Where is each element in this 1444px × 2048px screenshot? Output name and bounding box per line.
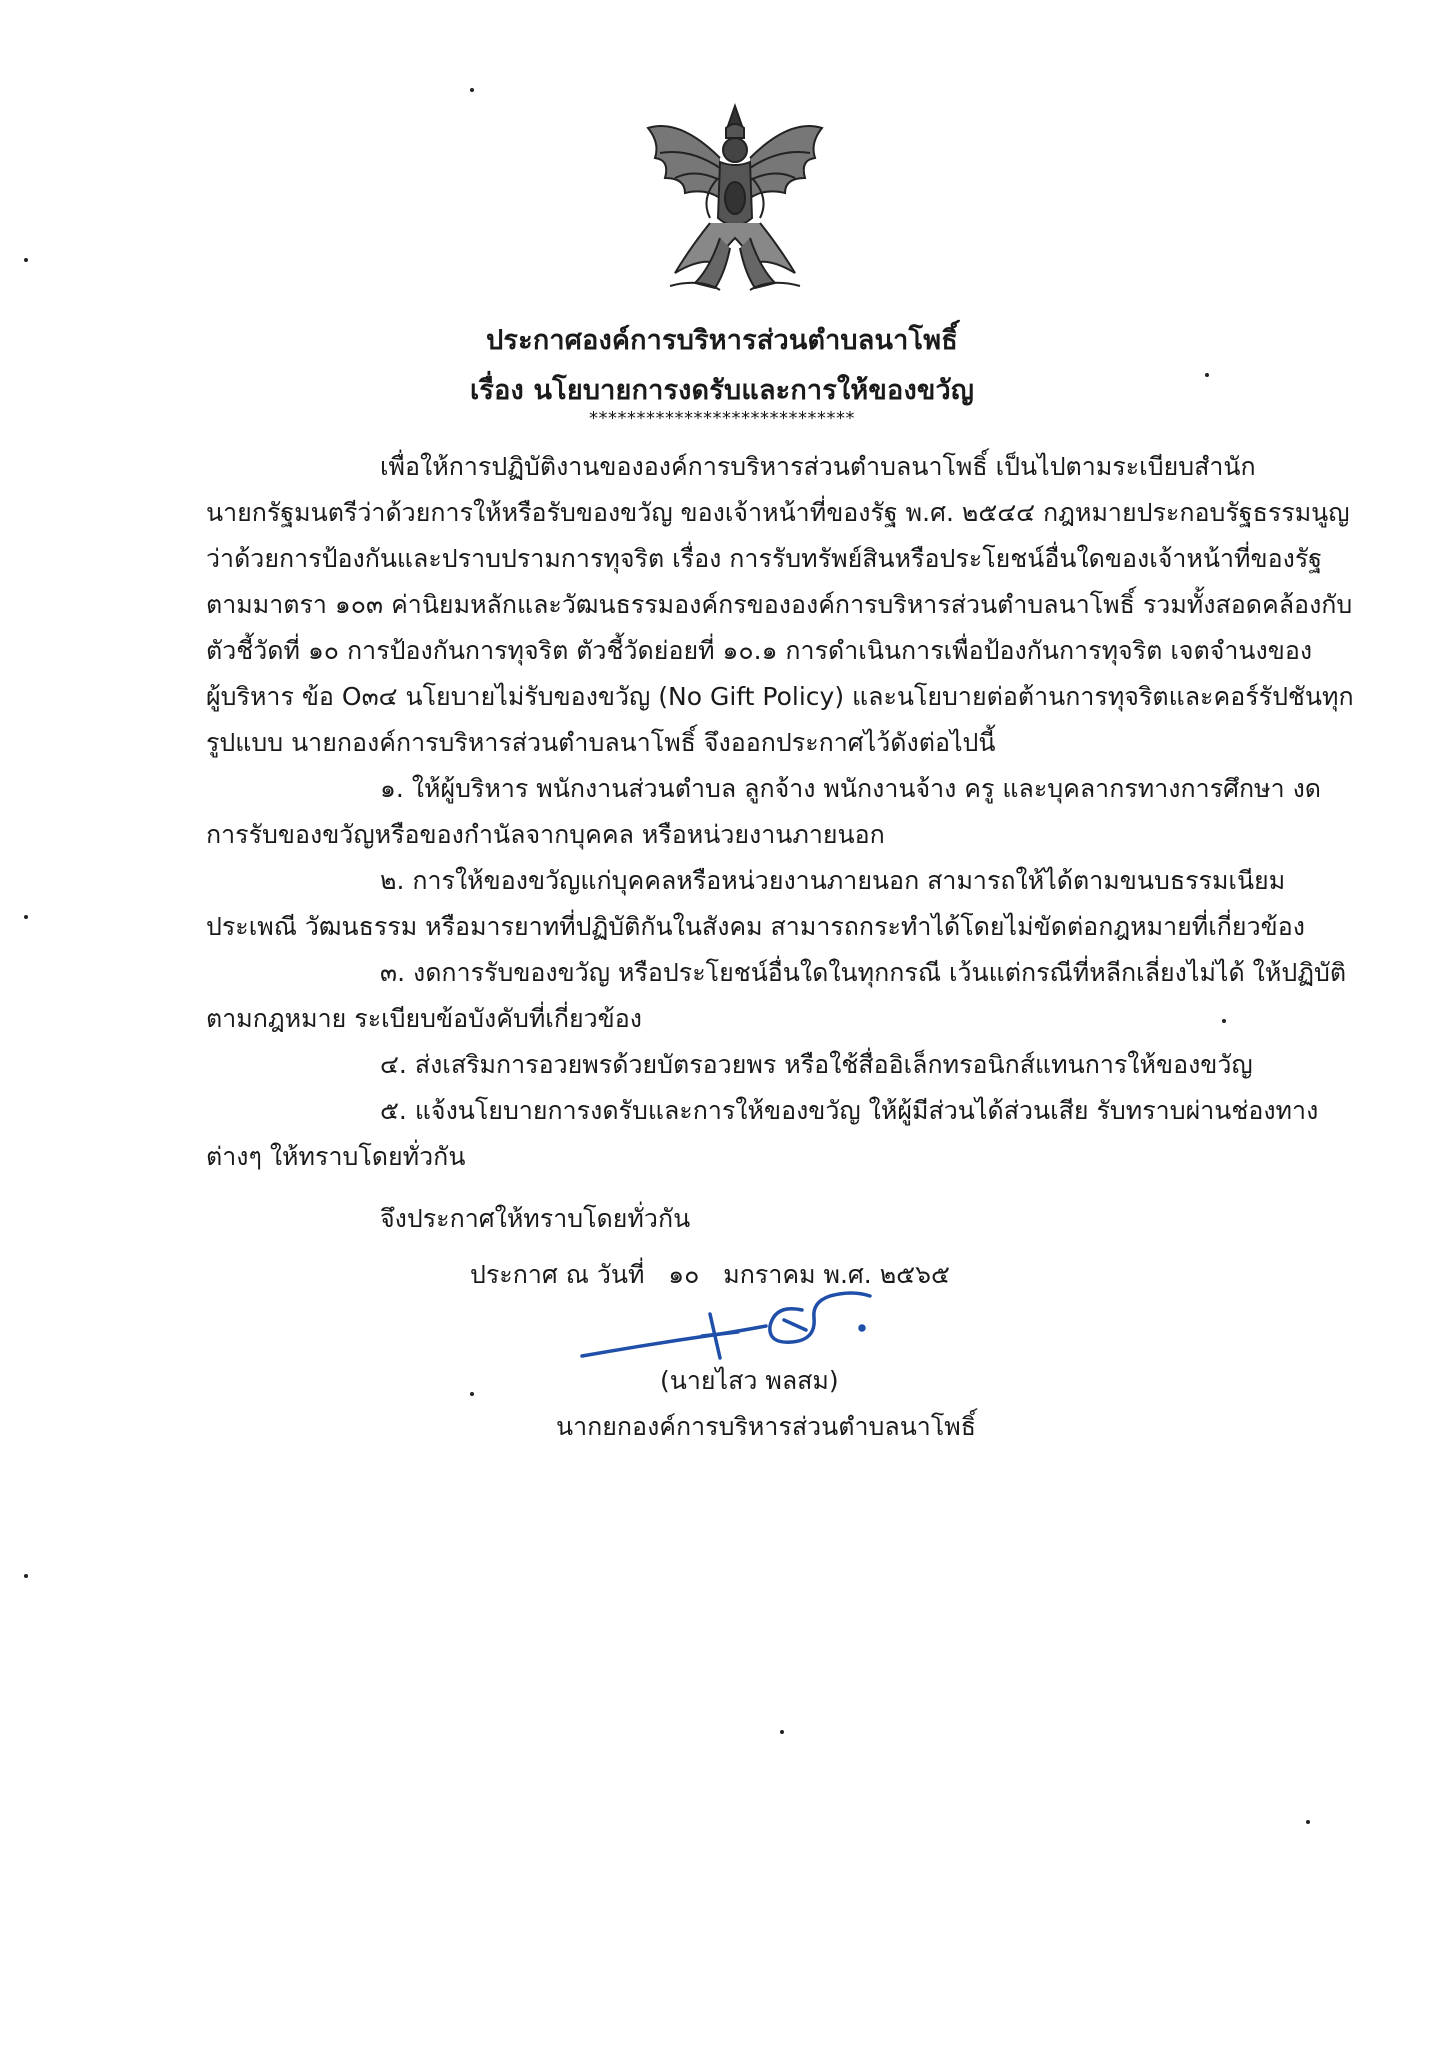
closing-line: จึงประกาศให้ทราบโดยทั่วกัน <box>380 1204 691 1233</box>
policy-item-5-cont: ต่างๆ ให้ทราบโดยทั่วกัน <box>206 1142 466 1171</box>
scan-speck <box>1306 1820 1310 1824</box>
intro-line: ผู้บริหาร ข้อ O๓๔ นโยบายไม่รับของขวัญ (No Gift Policy) และนโยบายต่อต้านการทุจริตและคอร์รัปชันทุก <box>206 682 1354 711</box>
title-separator: **************************** <box>589 408 855 429</box>
policy-item-1-cont: การรับของขวัญหรือของกำนัลจากบุคคล หรือหน่วยงานภายนอก <box>206 820 885 849</box>
handwritten-signature <box>570 1264 900 1374</box>
scan-speck <box>780 1730 784 1734</box>
signer-name: (นายไสว พลสม) <box>660 1366 839 1395</box>
scan-speck <box>1205 373 1209 377</box>
signer-title: นากยกองค์การบริหารส่วนตำบลนาโพธิ์ <box>556 1412 976 1441</box>
scan-speck <box>24 258 28 262</box>
policy-item-4: ๔. ส่งเสริมการอวยพรด้วยบัตรอวยพร หรือใช้สื่ออิเล็กทรอนิกส์แทนการให้ของขวัญ <box>380 1050 1253 1079</box>
announcement-date: ประกาศ ณ วันที่ ๑๐ มกราคม พ.ศ. ๒๕๖๕ <box>470 1260 950 1289</box>
scan-speck <box>1222 1019 1226 1023</box>
scan-speck <box>470 1392 474 1396</box>
policy-item-1: ๑. ให้ผู้บริหาร พนักงานส่วนตำบล ลูกจ้าง พนักงานจ้าง ครู และบุคลากรทางการศึกษา งด <box>380 774 1322 803</box>
policy-item-2: ๒. การให้ของขวัญแก่บุคคลหรือหน่วยงานภายนอก สามารถให้ได้ตามขนบธรรมเนียม <box>380 866 1286 895</box>
intro-line: นายกรัฐมนตรีว่าด้วยการให้หรือรับของขวัญ ของเจ้าหน้าที่ของรัฐ พ.ศ. ๒๕๔๔ กฎหมายประกอบรัฐธรรมนูญ <box>206 498 1350 527</box>
policy-item-5: ๕. แจ้งนโยบายการงดรับและการให้ของขวัญ ให้ผู้มีส่วนได้ส่วนเสีย รับทราบผ่านช่องทาง <box>380 1096 1319 1125</box>
intro-line: ตามมาตรา ๑๐๓ ค่านิยมหลักและวัฒนธรรมองค์กรขององค์การบริหารส่วนตำบลนาโพธิ์ รวมทั้งสอดคล้องกับ <box>206 590 1353 619</box>
intro-line: ตัวชี้วัดที่ ๑๐ การป้องกันการทุจริต ตัวชี้วัดย่อยที่ ๑๐.๑ การดำเนินการเพื่อป้องกันการทุจริต เจตจำนงของ <box>206 636 1313 665</box>
scan-speck <box>470 88 474 92</box>
policy-item-3: ๓. งดการรับของขวัญ หรือประโยชน์อื่นใดในทุกกรณี เว้นแต่กรณีที่หลีกเลี่ยงไม่ได้ ให้ปฏิบัติ <box>380 958 1347 987</box>
scan-speck <box>24 1574 28 1578</box>
announcement-subject: เรื่อง นโยบายการงดรับและการให้ของขวัญ <box>469 375 975 406</box>
intro-line: เพื่อให้การปฏิบัติงานขององค์การบริหารส่วนตำบลนาโพธิ์ เป็นไปตามระเบียบสำนัก <box>380 452 1256 481</box>
policy-item-3-cont: ตามกฎหมาย ระเบียบข้อบังคับที่เกี่ยวข้อง <box>206 1004 642 1033</box>
policy-item-2-cont: ประเพณี วัฒนธรรม หรือมารยาทที่ปฏิบัติกันในสังคม สามารถกระทำได้โดยไม่ขัดต่อกฎหมายที่เกี่ยวข้อง <box>206 912 1305 941</box>
intro-line: รูปแบบ นายกองค์การบริหารส่วนตำบลนาโพธิ์ จึงออกประกาศไว้ดังต่อไปนี้ <box>206 728 996 757</box>
announcement-title: ประกาศองค์การบริหารส่วนตำบลนาโพธิ์ <box>486 325 958 356</box>
garuda-emblem <box>640 98 830 298</box>
intro-line: ว่าด้วยการป้องกันและปราบปรามการทุจริต เรื่อง การรับทรัพย์สินหรือประโยชน์อื่นใดของเจ้าหน้าที่ของรัฐ <box>206 544 1323 573</box>
scan-speck <box>24 915 28 919</box>
